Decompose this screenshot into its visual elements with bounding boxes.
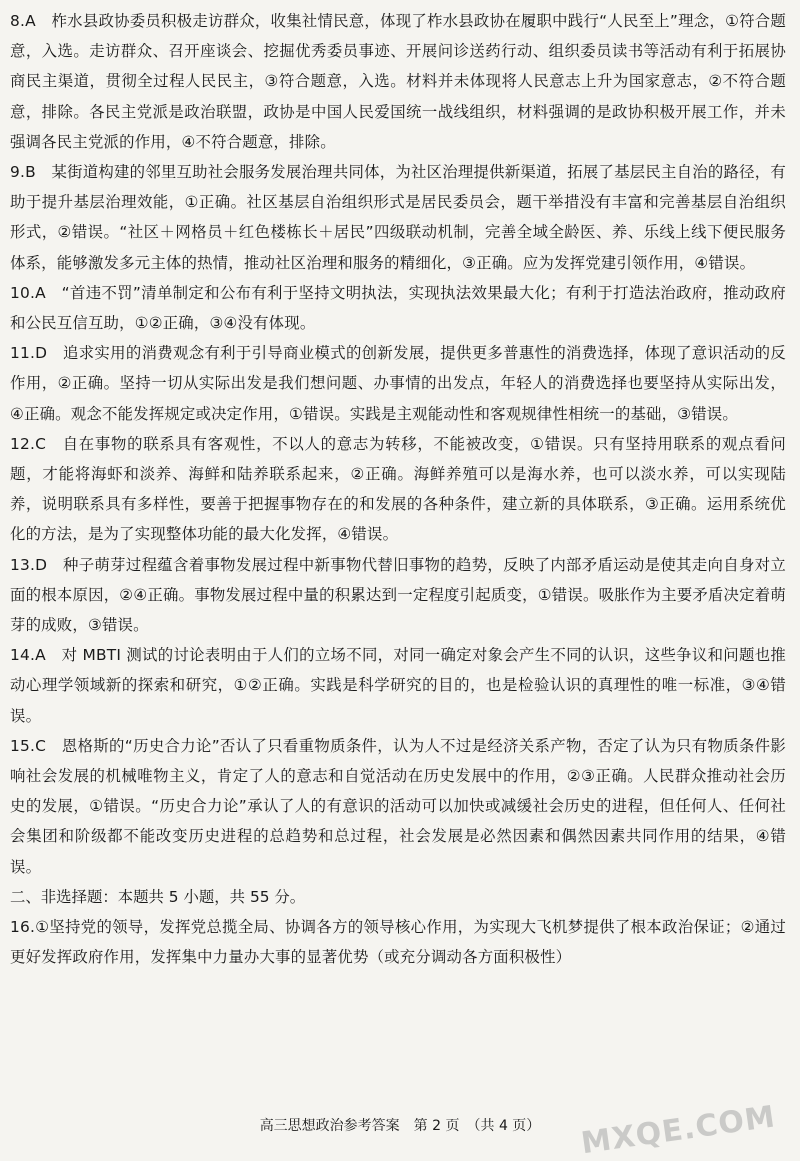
answer-item-11: 11.D 追求实用的消费观念有利于引导商业模式的创新发展，提供更多普惠性的消费选择，体现了意识活动的反作用，②正确。坚持一切从实际出发是我们想问题、办事情的出发点，年轻人的消费选择也要坚持从实际出发，④正确。观念不能发挥规定或决定作用，①错误。实践是主观能动性和客观规律性相统一的基础，③错误。 [10,344,786,423]
section-heading: 二、非选择题：本题共 5 小题，共 55 分。 [10,887,306,906]
answer-item-13: 13.D 种子萌芽过程蕴含着事物发展过程中新事物代替旧事物的趋势，反映了内部矛盾运动是使其走向自身对立面的根本原因，②④正确。事物发展过程中量的积累达到一定程度引起质变，①错误。吸胀作为主要矛盾决定着萌芽的成败，③错误。 [10,555,786,635]
answer-item-9: 9.B 某街道构建的邻里互助社会服务发展治理共同体，为社区治理提供新渠道，拓展了基层民主自治的路径，有助于提升基层治理效能，①正确。社区基层自治组织形式是居民委员会，题干举措没有丰富和完善基层自治组织形式，②错误。“社区＋网格员＋红色楼栋长＋居民”四级联动机制，完善全域全龄医、养、乐线上线下便民服务体系，能够激发多元主体的热情，推动社区治理和服务的精细化，③正确。应为发挥党建引领作用，④错误。 [10,163,786,272]
answer-item-16: 16.①坚持党的领导，发挥党总揽全局、协调各方的领导核心作用，为实现大飞机梦提供了根本政治保证；②通过更好发挥政府作用，发挥集中力量办大事的显著优势（或充分调动各方面积极性） [10,918,786,967]
answer-item-15: 15.C 恩格斯的“历史合力论”否认了只看重物质条件，认为人不过是经济关系产物，否定了认为只有物质条件影响社会发展的机械唯物主义，肯定了人的意志和自觉活动在历史发展中的作用，②③正确。人民群众推动社会历史的发展，①错误。“历史合力论”承认了人的有意识的活动可以加快或减缓社会历史的进程，但任何人、任何社会集团和阶级都不能改变历史进程的总趋势和总过程，社会发展是必然因素和偶然因素共同作用的结果，④错误。 [10,736,786,876]
answer-item-14: 14.A 对 MBTI 测试的讨论表明由于人们的立场不同，对同一确定对象会产生不同的认识，这些争议和问题也推动心理学领域新的探索和研究，①②正确。实践是科学研究的目的，也是检验认识的真理性的唯一标准，③④错误。 [10,646,786,725]
page-footer: 高三思想政治参考答案 第 2 页 （共 4 页） [259,1118,541,1134]
answer-item-12: 12.C 自在事物的联系具有客观性，不以人的意志为转移，不能被改变，①错误。只有坚持用联系的观点看问题，才能将海虾和淡养、海鲜和陆养联系起来，②正确。海鲜养殖可以是海水养，也可以淡水养，可以实现陆养，说明联系具有多样性，要善于把握事物存在的和发展的各种条件，建立新的具体联系，③正确。运用系统优化的方法，是为了实现整体功能的最大化发挥，④错误。 [10,434,786,544]
answer-item-8: 8.A 柞水县政协委员积极走访群众，收集社情民意，体现了柞水县政协在履职中践行“人民至上”理念，①符合题意，入选。走访群众、召开座谈会、挖掘优秀委员事迹、开展问诊送药行动、组织委员读书等活动有利于拓展协商民主渠道，贯彻全过程人民民主，③符合题意，入选。材料并未体现将人民意志上升为国家意志，②不符合题意，排除。各民主党派是政治联盟，政协是中国人民爱国统一战线组织，材料强调的是政协积极开展工作，并未强调各民主党派的作用，④不符合题意，排除。 [10,12,786,151]
watermark-logo: MXQE.COM [579,1099,778,1161]
answer-item-10: 10.A “首违不罚”清单制定和公布有利于坚持文明执法，实现执法效果最大化；有利于打造法治政府，推动政府和公民互信互助，①②正确，③④没有体现。 [10,283,786,333]
